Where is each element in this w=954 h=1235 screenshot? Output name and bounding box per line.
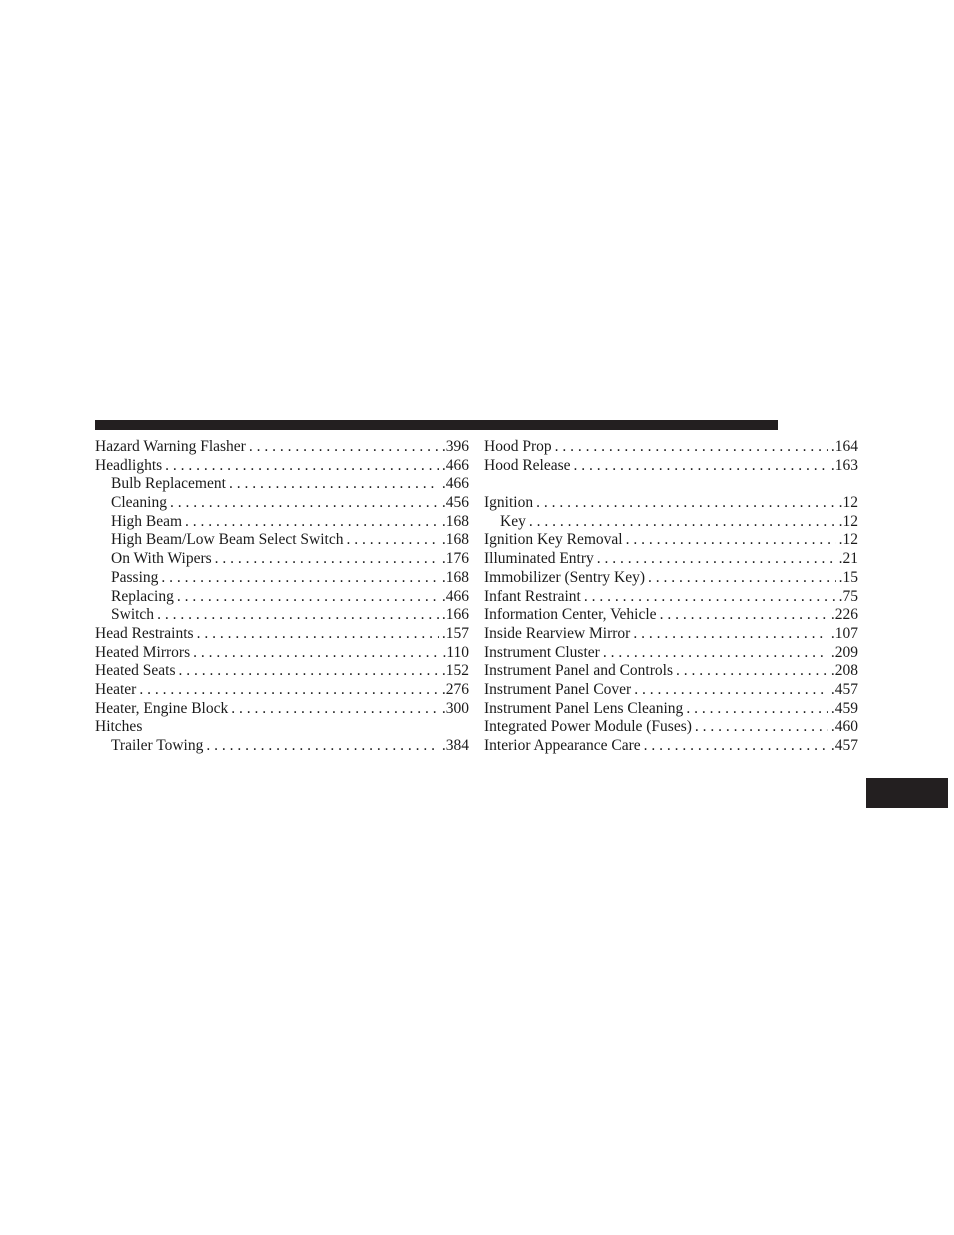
dot-leader bbox=[178, 662, 438, 681]
index-term: Hitches bbox=[95, 718, 143, 736]
dot-leader bbox=[536, 494, 836, 513]
index-subentry bbox=[95, 513, 469, 532]
index-page-number: .21 bbox=[838, 550, 858, 568]
index-term: Information Center, Vehicle bbox=[484, 606, 657, 624]
index-entry bbox=[484, 457, 858, 476]
index-subentry bbox=[95, 737, 469, 756]
dot-leader bbox=[177, 588, 439, 607]
index-page-number: .75 bbox=[838, 587, 858, 605]
index-page-number: .12 bbox=[838, 512, 858, 530]
dot-leader bbox=[603, 644, 828, 663]
index-entry bbox=[95, 625, 469, 644]
index-page-number: .110 bbox=[442, 643, 469, 661]
index-subentry bbox=[484, 513, 858, 532]
index-entry bbox=[484, 662, 858, 681]
index-page-number: .168 bbox=[441, 568, 469, 586]
index-page-number: .276 bbox=[441, 680, 469, 698]
dot-leader bbox=[584, 588, 836, 607]
dot-leader bbox=[648, 569, 836, 588]
index-page-number: .12 bbox=[838, 531, 858, 549]
dot-leader bbox=[206, 737, 439, 756]
dot-leader bbox=[229, 475, 439, 494]
index-column-left bbox=[95, 438, 469, 756]
index-entry bbox=[484, 494, 858, 513]
index-page-number: .163 bbox=[830, 456, 858, 474]
index-term: Ignition bbox=[484, 494, 534, 512]
index-page-number: .466 bbox=[441, 475, 469, 493]
index-entry bbox=[95, 718, 469, 737]
index-page-number: .152 bbox=[441, 662, 469, 680]
dot-leader bbox=[633, 625, 828, 644]
dot-leader bbox=[626, 531, 836, 550]
index-page-number: .168 bbox=[441, 512, 469, 530]
dot-leader bbox=[644, 737, 828, 756]
index-entry bbox=[484, 438, 858, 457]
index-page-number: .209 bbox=[830, 643, 858, 661]
index-page-number: .166 bbox=[441, 606, 469, 624]
index-entry bbox=[484, 606, 858, 625]
dot-leader bbox=[660, 606, 828, 625]
index-subentry bbox=[95, 606, 469, 625]
index-entry bbox=[484, 531, 858, 550]
header-rule bbox=[95, 420, 778, 430]
dot-leader bbox=[185, 513, 439, 532]
index-subentry bbox=[95, 588, 469, 607]
section-thumb-tab bbox=[866, 778, 948, 808]
index-gap bbox=[484, 475, 858, 494]
index-term: Instrument Cluster bbox=[484, 643, 600, 661]
index-page-number: .300 bbox=[441, 699, 469, 717]
dot-leader bbox=[161, 569, 439, 588]
index-term: Key bbox=[500, 512, 526, 530]
dot-leader bbox=[346, 531, 438, 550]
index-entry bbox=[484, 588, 858, 607]
index-entry bbox=[95, 644, 469, 663]
index-page-number: .460 bbox=[830, 718, 858, 736]
index-page-number: .459 bbox=[830, 699, 858, 717]
index-entry bbox=[95, 681, 469, 700]
index-term: Illuminated Entry bbox=[484, 550, 594, 568]
dot-leader bbox=[529, 513, 836, 532]
index-term: Instrument Panel Cover bbox=[484, 680, 632, 698]
index-entry bbox=[484, 681, 858, 700]
dot-leader bbox=[231, 700, 439, 719]
index-term: Hood Release bbox=[484, 456, 571, 474]
index-term: Trailer Towing bbox=[111, 737, 204, 754]
dot-leader bbox=[574, 457, 828, 476]
index-subentry bbox=[95, 531, 469, 550]
index-page-number: .15 bbox=[838, 568, 858, 586]
index-term: Interior Appearance Care bbox=[484, 737, 641, 754]
index-term: On With Wipers bbox=[111, 550, 212, 568]
index-term: Inside Rearview Mirror bbox=[484, 624, 631, 642]
index-entry bbox=[95, 438, 469, 457]
index-subentry bbox=[95, 569, 469, 588]
index-term: High Beam bbox=[111, 512, 183, 530]
index-entry bbox=[95, 457, 469, 476]
index-entry bbox=[484, 700, 858, 719]
index-term: Hood Prop bbox=[484, 438, 552, 455]
index-term: Replacing bbox=[111, 587, 174, 605]
index-term: Hazard Warning Flasher bbox=[95, 438, 246, 455]
index-term: Heated Seats bbox=[95, 662, 176, 680]
index-term: Instrument Panel and Controls bbox=[484, 662, 673, 680]
index-page-number: .208 bbox=[830, 662, 858, 680]
index-entry bbox=[95, 700, 469, 719]
dot-leader bbox=[139, 681, 439, 700]
index-term: Head Restraints bbox=[95, 624, 194, 642]
index-term: Switch bbox=[111, 606, 155, 624]
index-subentry bbox=[95, 494, 469, 513]
index-page-number: .466 bbox=[441, 587, 469, 605]
index-entry bbox=[484, 718, 858, 737]
dot-leader bbox=[634, 681, 828, 700]
dot-leader bbox=[555, 438, 828, 457]
dot-leader bbox=[197, 625, 439, 644]
index-term: Passing bbox=[111, 568, 159, 586]
index-column-right bbox=[484, 438, 858, 756]
dot-leader bbox=[676, 662, 828, 681]
index-page-number: .168 bbox=[441, 531, 469, 549]
index-subentry bbox=[95, 550, 469, 569]
index-term: Heater bbox=[95, 680, 137, 698]
index-term: Ignition Key Removal bbox=[484, 531, 623, 549]
dot-leader bbox=[686, 700, 828, 719]
index-page-number: .384 bbox=[441, 737, 469, 754]
index-entry bbox=[484, 644, 858, 663]
index-page-number: .456 bbox=[441, 494, 469, 512]
index-entry bbox=[484, 737, 858, 756]
index-term: Headlights bbox=[95, 456, 163, 474]
index-term: Bulb Replacement bbox=[111, 475, 226, 493]
index-term: Heater, Engine Block bbox=[95, 699, 229, 717]
index-term: Infant Restraint bbox=[484, 587, 581, 605]
index-page-number: .396 bbox=[441, 438, 469, 455]
index-page-number: .12 bbox=[838, 494, 858, 512]
index-term: Cleaning bbox=[111, 494, 167, 512]
index-page-number: .176 bbox=[441, 550, 469, 568]
index-term: Immobilizer (Sentry Key) bbox=[484, 568, 645, 586]
index-term: High Beam/Low Beam Select Switch bbox=[111, 531, 344, 549]
index-entry bbox=[484, 625, 858, 644]
index-page-number: .457 bbox=[830, 737, 858, 754]
index-page-number: .466 bbox=[441, 456, 469, 474]
dot-leader bbox=[193, 644, 439, 663]
dot-leader bbox=[249, 438, 439, 457]
index-page-number: .226 bbox=[830, 606, 858, 624]
index-entry bbox=[484, 569, 858, 588]
index-subentry bbox=[95, 475, 469, 494]
dot-leader bbox=[165, 457, 439, 476]
index-term: Integrated Power Module (Fuses) bbox=[484, 718, 692, 736]
index-page-number: .107 bbox=[830, 624, 858, 642]
index-entry bbox=[484, 550, 858, 569]
dot-leader bbox=[597, 550, 836, 569]
dot-leader bbox=[215, 550, 439, 569]
index-entry bbox=[95, 662, 469, 681]
index-page-number: .457 bbox=[830, 680, 858, 698]
dot-leader bbox=[695, 718, 828, 737]
index-page-number: .157 bbox=[441, 624, 469, 642]
index-term: Instrument Panel Lens Cleaning bbox=[484, 699, 684, 717]
dot-leader bbox=[157, 606, 439, 625]
index-page-number: .164 bbox=[830, 438, 858, 455]
index-term: Heated Mirrors bbox=[95, 643, 191, 661]
dot-leader bbox=[170, 494, 439, 513]
